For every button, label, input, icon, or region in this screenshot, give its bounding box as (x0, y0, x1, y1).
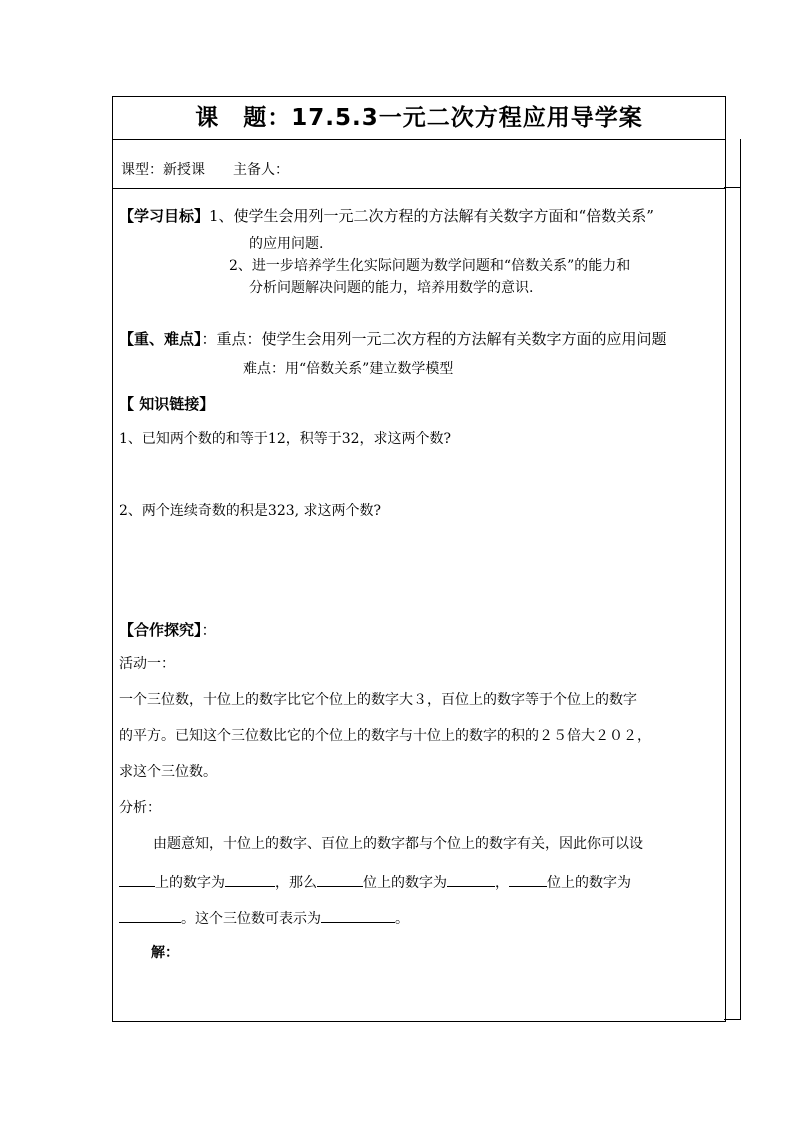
analysis-line-3 (119, 908, 409, 928)
objectives-line-3: 2、进一步培养学生化实际问题为数学问题和“倍数关系”的能力和 (229, 258, 631, 274)
objectives-label: 【学习目标】 (119, 207, 210, 225)
key-points-label: 【重、难点】 (119, 330, 202, 348)
solution-label: 解： (151, 945, 179, 961)
objectives-line-4: 分析问题解决问题的能力，培养用数学的意识. (249, 280, 534, 296)
problem-line-3: 求这个三位数。 (119, 764, 217, 780)
explore-section (119, 621, 217, 639)
analysis-text-2b: ，那么 (275, 875, 317, 891)
answer-blank-3[interactable] (317, 872, 363, 887)
answer-blank-2[interactable] (225, 872, 275, 887)
meta-divider (113, 188, 725, 189)
analysis-text-3a: 。这个三位数可表示为 (181, 911, 321, 927)
answer-blank-7[interactable] (321, 908, 395, 923)
key-points-section (119, 330, 667, 348)
page-title: 课 题：17.5.3一元二次方程应用导学案 (195, 105, 643, 131)
answer-blank-5[interactable] (509, 872, 547, 887)
key-points-line-1: ：重点：使学生会用列一元二次方程的方法解有关数字方面的应用问题 (201, 330, 667, 348)
analysis-line-1: 由题意知，十位上的数字、百位上的数字都与个位上的数字有关，因此你可以设 (153, 836, 643, 852)
title-divider (113, 139, 725, 140)
explore-label: 【合作探究】 (119, 621, 202, 639)
knowledge-question-2: 2、两个连续奇数的积是323, 求这两个数? (119, 503, 382, 519)
answer-blank-6[interactable] (119, 908, 181, 923)
analysis-text-2a: 上的数字为 (155, 875, 225, 891)
worksheet-table (112, 96, 726, 1022)
knowledge-label: 【 知识链接】 (119, 395, 215, 413)
objectives-line-1: 1、使学生会用列一元二次方程的方法解有关数字方面和“倍数关系” (209, 207, 654, 225)
side-strip-bottom (724, 1019, 740, 1020)
analysis-text-2d: ， (495, 875, 509, 891)
problem-line-1: 一个三位数，十位上的数字比它个位上的数字大３，百位上的数字等于个位上的数字 (119, 692, 637, 708)
explore-label-suffix: ： (201, 621, 217, 639)
problem-line-2: 的平方。已知这个三位数比它的个位上的数字与十位上的数字的积的２５倍大２０２， (119, 728, 651, 744)
answer-blank-1[interactable] (119, 872, 155, 887)
table-side-strip (724, 139, 741, 1020)
analysis-text-2c: 位上的数字为 (363, 875, 447, 891)
objectives-line-2: 的应用问题. (249, 236, 324, 252)
course-meta: 课型：新授课 主备人： (121, 162, 289, 178)
objectives-section (119, 207, 654, 225)
key-points-line-2: 难点：用“倍数关系”建立数学模型 (243, 361, 454, 377)
answer-blank-4[interactable] (447, 872, 495, 887)
analysis-text-2e: 位上的数字为 (547, 875, 631, 891)
side-strip-divider (724, 187, 740, 188)
knowledge-question-1: 1、已知两个数的和等于12，积等于32，求这两个数? (119, 431, 452, 447)
analysis-line-2 (119, 872, 631, 892)
activity-label: 活动一： (119, 656, 175, 672)
analysis-label: 分析： (119, 800, 161, 816)
analysis-text-3b: 。 (395, 911, 409, 927)
